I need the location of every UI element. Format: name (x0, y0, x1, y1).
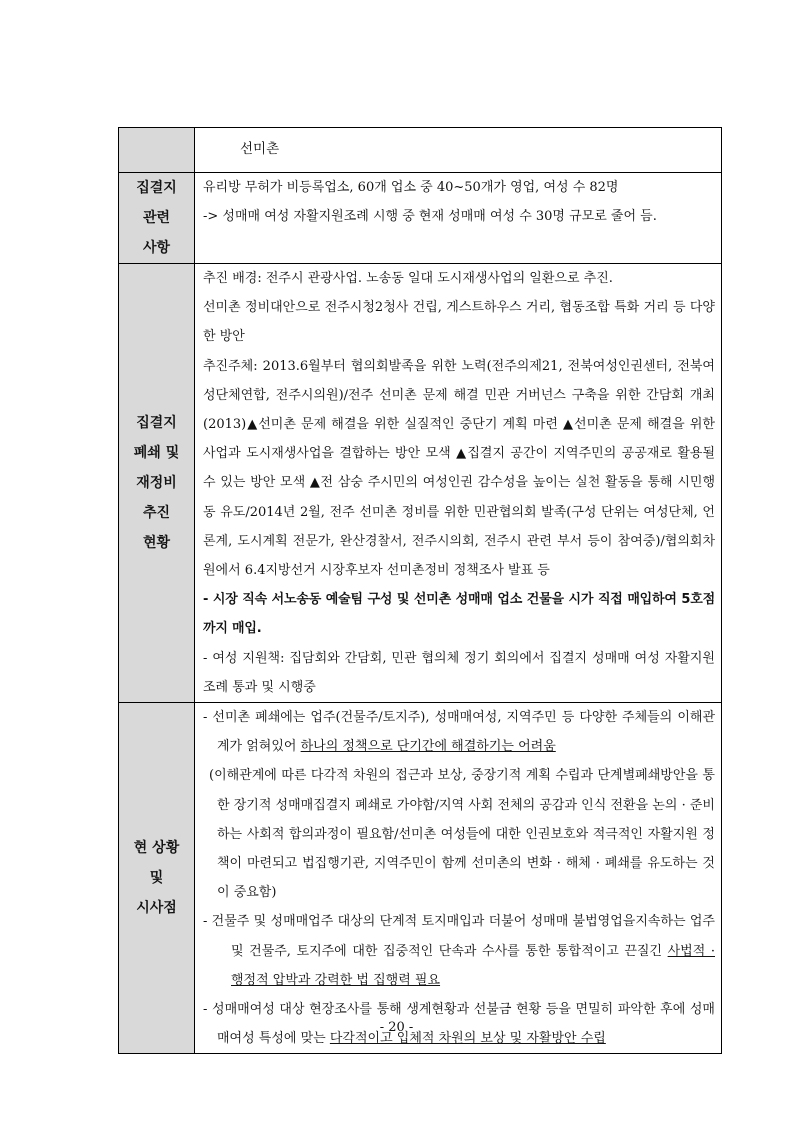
label-line: 사항 (142, 240, 171, 256)
empty-label-cell (119, 128, 195, 173)
content-table (118, 127, 722, 1054)
related-paragraph-2: -> 성매매 여성 자활지원조례 시행 중 현재 성매매 여성 수 30명 규모로 줄어 듬. (203, 209, 657, 225)
implications-content (195, 703, 722, 1054)
label-line: 현황 (142, 535, 171, 552)
implication-item (203, 907, 715, 995)
label-line: 집결지 (136, 180, 177, 196)
label-implications (119, 703, 195, 1054)
progress-support-policy: - 여성 지원책: 집담회와 간담회, 민관 협의체 정기 회의에서 집결지 성매매 여성 자활지원 조례 통과 및 시행중 (203, 650, 715, 695)
progress-actors: 추진주체: 2013.6월부터 협의회발족을 위한 노력(전주의제21, 전북여성인권센터, 전북여성단체연합, 전주시의원)/전주 선미촌 문제 해결 민관 거버넌스 구축을 위한 간담회 개최(2013)▲선미촌 문제 해결을 위한 실질적인 중단기 계획 마련 ▲선미촌 문제 해결을 위한 사업과 도시재생사업을 결합하는 방안 모색 ▲집결지 공간이 지역주민의 공공재로 활용될 수 있는 방안 모색 ▲전 삼숭 주시민의 여성인권 감수성을 높이는 실천 활동을 통해 시민행동 유도/2014년 2월, 전주 선미촌 정비를 위한 민관협의회 발족(구성 단위는 여성단체, 언론계, 도시계획 전문가, 완산경찰서, 전주시의회, 전주시 관련 부서 등이 참여중)/협의회차원에서 6.4지방선거 시장후보자 선미촌정비 정책조사 발표 등 (203, 358, 715, 579)
label-line: 및 (149, 870, 164, 887)
label-progress (119, 264, 195, 703)
label-line: 추진 (142, 505, 171, 522)
table-row-title (119, 128, 722, 173)
label-line: 집결지 (136, 415, 177, 432)
implication-text: - 건물주 및 성매매업주 대상의 단계적 토지매입과 더불어 성매매 불법영업을지속하는 업주 및 건물주, 토지주에 대한 집중적인 단속과 수사를 통한 통합적이고 끈질긴 (203, 914, 715, 959)
label-line: 현 상황 (133, 840, 180, 857)
implication-note: (이해관계에 따른 다각적 차원의 접근과 보상, 중장기적 계획 수립과 단계별폐쇄방안을 통한 장기적 성매매집결지 폐쇄로 가야함/지역 사회 전체의 공감과 인식 전환을 논의 · 준비하는 사회적 합의과정이 필요함/선미촌 여성들에 대한 인권보호와 적극적인 자활지원 정책이 마련되고 법집행기관, 지역주민이 함께 선미촌의 변화 · 해체 · 폐쇄를 유도하는 것이 중요함) (209, 768, 715, 901)
label-line: 시사점 (136, 900, 177, 917)
implication-underlined: 사법적 · 행정적 압박과 강력한 법 집행력 필요 (231, 943, 715, 988)
progress-highlight: - 시장 직속 서노송동 예술팀 구성 및 선미촌 성매매 업소 건물을 시가 직접 매입하여 5호점까지 매입. (203, 592, 715, 637)
implication-underlined: 다각적이고 입체적 차원의 보상 및 자활방안 수립 (329, 1031, 606, 1047)
related-paragraph-1: 유리방 무허가 비등록업소, 60개 업소 중 40~50개가 영업, 여성 수 82명 (203, 180, 619, 195)
label-line: 관련 (142, 210, 171, 226)
label-line: 폐쇄 및 (133, 445, 180, 462)
table-row-progress (119, 264, 722, 703)
page-number: - 20 - (379, 1020, 414, 1035)
progress-background: 추진 배경: 전주시 관광사업. 노송동 일대 도시재생사업의 일환으로 추진. (203, 271, 613, 286)
table-row-related (119, 173, 722, 264)
implication-text: - 성매매여성 대상 현장조사를 통해 생계현황과 선불금 현황 등을 면밀히 파악한 후에 성매매여성 특성에 맞는 (203, 1002, 715, 1047)
progress-content (195, 264, 722, 703)
label-line: 재정비 (136, 475, 177, 492)
progress-alternatives: 선미촌 정비대안으로 전주시청2청사 건립, 게스트하우스 거리, 협동조합 특화 거리 등 다양한 방안 (203, 300, 715, 345)
implication-item (203, 703, 715, 761)
title-cell: 선미촌 (195, 128, 722, 173)
label-related (119, 173, 195, 264)
table-row-implications (119, 703, 722, 1054)
related-content (195, 173, 722, 264)
implication-text: - 선미촌 폐쇄에는 업주(건물주/토지주), 성매매여성, 지역주민 등 다양한 주체들의 이해관계가 얽혀있어 (203, 710, 715, 755)
implication-underlined: 하나의 정책으로 단기간에 해결하기는 어려움 (300, 739, 556, 755)
